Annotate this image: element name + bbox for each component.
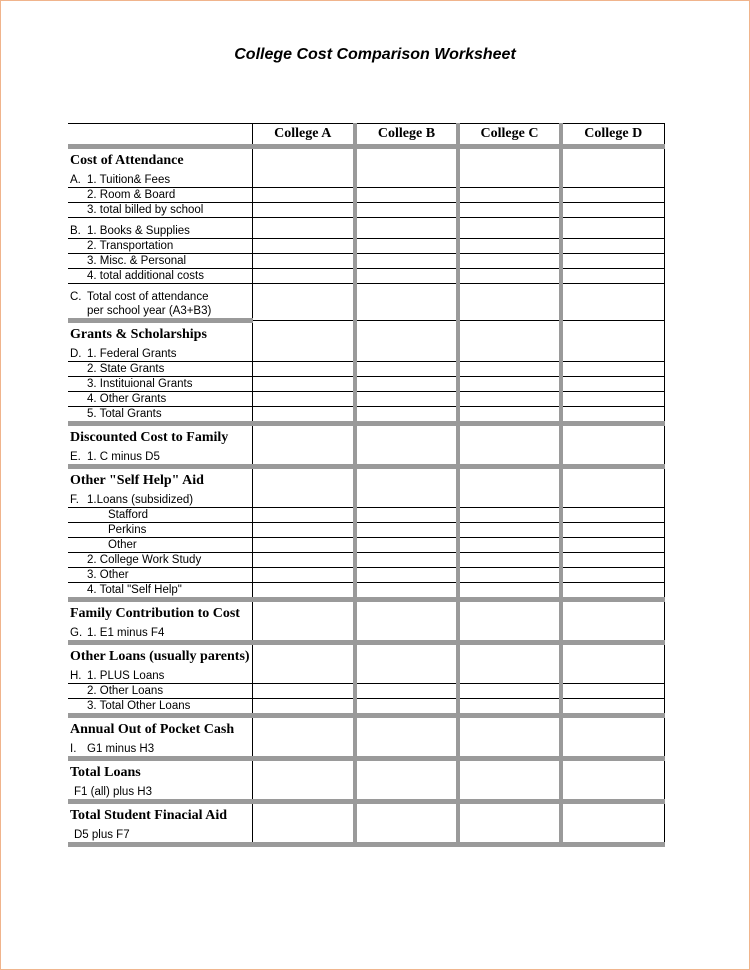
value-cell-college-b[interactable] [355, 377, 458, 392]
value-cell-college-d[interactable] [561, 321, 664, 348]
line-item-row [68, 699, 664, 716]
value-cell-college-a[interactable] [252, 785, 355, 802]
value-cell-college-a[interactable] [252, 321, 355, 348]
value-cell-college-b[interactable] [355, 742, 458, 759]
line-item-label [68, 173, 252, 188]
value-cell-college-b[interactable] [355, 759, 458, 786]
line-item-text: Stafford [108, 509, 149, 521]
section-title-row [68, 802, 664, 829]
line-item-label [68, 203, 252, 218]
value-cell-college-b[interactable] [355, 600, 458, 627]
value-cell-college-a[interactable] [252, 626, 355, 643]
line-item-row [68, 538, 664, 553]
line-item-label [68, 538, 252, 553]
value-cell-college-a[interactable] [252, 347, 355, 362]
value-cell-college-b[interactable] [355, 347, 458, 362]
section-title: Annual Out of Pocket Cash [70, 722, 235, 737]
line-item-label [68, 669, 252, 684]
line-item-row [68, 407, 664, 424]
value-cell-college-a[interactable] [252, 203, 355, 218]
line-item-row [68, 347, 664, 362]
value-cell-college-c[interactable] [458, 203, 561, 218]
college-header-c: College C [458, 124, 561, 147]
section-title: Grants & Scholarships [70, 327, 207, 342]
line-item-label [68, 224, 252, 239]
value-cell-college-a[interactable] [252, 173, 355, 188]
section-title: Total Loans [70, 765, 141, 780]
value-cell-college-c[interactable] [458, 669, 561, 684]
line-item-prefix: A. [70, 174, 81, 186]
value-cell-college-b[interactable] [355, 173, 458, 188]
line-item-label [68, 188, 252, 203]
value-cell-college-a[interactable] [252, 508, 355, 523]
line-item-text: Perkins [108, 524, 147, 536]
value-cell-college-b[interactable] [355, 224, 458, 239]
line-item-text: 2. Transportation [87, 240, 174, 252]
value-cell-college-d[interactable] [561, 173, 664, 188]
line-item-label [68, 254, 252, 269]
value-cell-college-b[interactable] [355, 669, 458, 684]
value-cell-college-c[interactable] [458, 224, 561, 239]
value-cell-college-b[interactable] [355, 802, 458, 829]
line-item-label [68, 377, 252, 392]
section-title: Other "Self Help" Aid [70, 473, 204, 488]
line-item-row [68, 742, 664, 759]
section-title: Total Student Finacial Aid [70, 808, 228, 823]
value-cell-college-a[interactable] [252, 239, 355, 254]
value-cell-college-d[interactable] [561, 553, 664, 568]
line-item-text: 1. Books & Supplies [87, 225, 190, 237]
line-item-text: 3. Misc. & Personal [87, 255, 187, 267]
line-item-text: 2. Other Loans [87, 685, 164, 697]
value-cell-college-d[interactable] [561, 643, 664, 670]
value-cell-college-a[interactable] [252, 407, 355, 424]
value-cell-college-c[interactable] [458, 493, 561, 508]
line-item-label [68, 828, 252, 845]
value-cell-college-c[interactable] [458, 759, 561, 786]
value-cell-college-c[interactable] [458, 424, 561, 451]
line-item-label [68, 583, 252, 600]
value-cell-college-a[interactable] [252, 392, 355, 407]
value-cell-college-c[interactable] [458, 188, 561, 203]
value-cell-college-b[interactable] [355, 392, 458, 407]
value-cell-college-a[interactable] [252, 290, 355, 321]
value-cell-college-d[interactable] [561, 669, 664, 684]
value-cell-college-c[interactable] [458, 392, 561, 407]
value-cell-college-d[interactable] [561, 785, 664, 802]
value-cell-college-c[interactable] [458, 699, 561, 716]
value-cell-college-c[interactable] [458, 553, 561, 568]
line-item-text: G1 minus H3 [87, 743, 155, 755]
value-cell-college-a[interactable] [252, 828, 355, 845]
value-cell-college-c[interactable] [458, 450, 561, 467]
line-item-row [68, 669, 664, 684]
value-cell-college-a[interactable] [252, 568, 355, 583]
value-cell-college-c[interactable] [458, 377, 561, 392]
value-cell-college-a[interactable] [252, 269, 355, 284]
value-cell-college-d[interactable] [561, 147, 664, 174]
value-cell-college-c[interactable] [458, 321, 561, 348]
line-item-text: per school year (A3+B3) [87, 305, 212, 317]
value-cell-college-d[interactable] [561, 523, 664, 538]
line-item-text: 1. E1 minus F4 [87, 627, 165, 639]
value-cell-college-c[interactable] [458, 785, 561, 802]
value-cell-college-d[interactable] [561, 203, 664, 218]
line-item-text: 2. Room & Board [87, 189, 176, 201]
value-cell-college-a[interactable] [252, 493, 355, 508]
line-item-text: D5 plus F7 [74, 829, 130, 841]
line-item-row [68, 290, 664, 304]
value-cell-college-d[interactable] [561, 802, 664, 829]
value-cell-college-d[interactable] [561, 493, 664, 508]
value-cell-college-c[interactable] [458, 269, 561, 284]
line-item-label [68, 450, 252, 467]
section-title-row [68, 467, 664, 494]
value-cell-college-c[interactable] [458, 716, 561, 743]
page-title: College Cost Comparison Worksheet [234, 46, 516, 63]
value-cell-college-a[interactable] [252, 523, 355, 538]
line-item-text: 4. Total "Self Help" [87, 584, 182, 596]
line-item-label [68, 553, 252, 568]
value-cell-college-b[interactable] [355, 828, 458, 845]
value-cell-college-c[interactable] [458, 362, 561, 377]
line-item-prefix: G. [70, 627, 83, 639]
college-header-b: College B [355, 124, 458, 147]
value-cell-college-b[interactable] [355, 188, 458, 203]
line-item-text: 2. State Grants [87, 363, 165, 375]
value-cell-college-c[interactable] [458, 643, 561, 670]
value-cell-college-d[interactable] [561, 254, 664, 269]
line-item-row [68, 684, 664, 699]
value-cell-college-c[interactable] [458, 523, 561, 538]
line-item-prefix: B. [70, 225, 81, 237]
line-item-prefix: H. [70, 670, 82, 682]
line-item-text: 5. Total Grants [87, 408, 162, 420]
section-title: Other Loans (usually parents) [70, 649, 250, 664]
line-item-text: 1. Federal Grants [87, 348, 177, 360]
line-item-row [68, 568, 664, 583]
value-cell-college-c[interactable] [458, 239, 561, 254]
value-cell-college-d[interactable] [561, 377, 664, 392]
line-item-text: 1. PLUS Loans [87, 670, 165, 682]
section-title: Family Contribution to Cost [70, 606, 240, 621]
value-cell-college-b[interactable] [355, 553, 458, 568]
value-cell-college-d[interactable] [561, 239, 664, 254]
value-cell-college-b[interactable] [355, 450, 458, 467]
line-item-label [68, 742, 252, 759]
line-item-row [68, 362, 664, 377]
section-title-row [68, 600, 664, 627]
value-cell-college-a[interactable] [252, 188, 355, 203]
header-row [68, 124, 664, 147]
line-item-prefix: E. [70, 451, 81, 463]
section-title: Cost of Attendance [70, 153, 184, 168]
line-item-row [68, 508, 664, 523]
line-item-text: F1 (all) plus H3 [74, 786, 152, 798]
value-cell-college-b[interactable] [355, 407, 458, 424]
value-cell-college-a[interactable] [252, 802, 355, 829]
line-item-row [68, 173, 664, 188]
value-cell-college-b[interactable] [355, 643, 458, 670]
line-item-text: 1. C minus D5 [87, 451, 160, 463]
section-title-row [68, 716, 664, 743]
college-header-d: College D [561, 124, 664, 147]
value-cell-college-b[interactable] [355, 467, 458, 494]
value-cell-college-c[interactable] [458, 467, 561, 494]
value-cell-college-d[interactable] [561, 290, 664, 321]
value-cell-college-b[interactable] [355, 147, 458, 174]
line-item-row [68, 493, 664, 508]
value-cell-college-b[interactable] [355, 523, 458, 538]
line-item-text: 2. College Work Study [87, 554, 202, 566]
worksheet-table [68, 123, 665, 847]
value-cell-college-d[interactable] [561, 362, 664, 377]
line-item-row [68, 377, 664, 392]
section-title-row [68, 321, 664, 348]
value-cell-college-d[interactable] [561, 568, 664, 583]
value-cell-college-b[interactable] [355, 321, 458, 348]
value-cell-college-a[interactable] [252, 424, 355, 451]
value-cell-college-a[interactable] [252, 600, 355, 627]
value-cell-college-c[interactable] [458, 802, 561, 829]
value-cell-college-a[interactable] [252, 759, 355, 786]
value-cell-college-c[interactable] [458, 508, 561, 523]
value-cell-college-c[interactable] [458, 600, 561, 627]
value-cell-college-d[interactable] [561, 508, 664, 523]
value-cell-college-c[interactable] [458, 290, 561, 321]
section-title: Discounted Cost to Family [70, 430, 229, 445]
value-cell-college-a[interactable] [252, 699, 355, 716]
value-cell-college-d[interactable] [561, 538, 664, 553]
line-item-text: 3. Other [87, 569, 129, 581]
value-cell-college-a[interactable] [252, 147, 355, 174]
value-cell-college-a[interactable] [252, 224, 355, 239]
line-item-prefix: C. [70, 291, 82, 303]
value-cell-college-b[interactable] [355, 493, 458, 508]
value-cell-college-d[interactable] [561, 742, 664, 759]
value-cell-college-a[interactable] [252, 467, 355, 494]
line-item-label [68, 626, 252, 643]
value-cell-college-d[interactable] [561, 626, 664, 643]
line-item-label [68, 523, 252, 538]
line-item-label [68, 290, 252, 304]
value-cell-college-a[interactable] [252, 450, 355, 467]
line-item-prefix: F. [70, 494, 79, 506]
value-cell-college-d[interactable] [561, 699, 664, 716]
value-cell-college-d[interactable] [561, 347, 664, 362]
line-item-text: 3. total billed by school [87, 204, 204, 216]
value-cell-college-c[interactable] [458, 538, 561, 553]
line-item-text: 3. Total Other Loans [87, 700, 191, 712]
section-title-row [68, 424, 664, 451]
value-cell-college-b[interactable] [355, 290, 458, 321]
value-cell-college-a[interactable] [252, 684, 355, 699]
value-cell-college-b[interactable] [355, 538, 458, 553]
value-cell-college-b[interactable] [355, 239, 458, 254]
value-cell-college-c[interactable] [458, 347, 561, 362]
value-cell-college-d[interactable] [561, 424, 664, 451]
value-cell-college-b[interactable] [355, 626, 458, 643]
value-cell-college-d[interactable] [561, 583, 664, 600]
line-item-row [68, 269, 664, 284]
college-header-a: College A [252, 124, 355, 147]
value-cell-college-c[interactable] [458, 147, 561, 174]
line-item-row [68, 828, 664, 845]
value-cell-college-b[interactable] [355, 684, 458, 699]
line-item-row [68, 239, 664, 254]
line-item-row [68, 188, 664, 203]
value-cell-college-c[interactable] [458, 828, 561, 845]
line-item-text: 4. Other Grants [87, 393, 167, 405]
section-title-row [68, 759, 664, 786]
value-cell-college-a[interactable] [252, 377, 355, 392]
line-item-label [68, 239, 252, 254]
value-cell-college-d[interactable] [561, 269, 664, 284]
line-item-row [68, 254, 664, 269]
value-cell-college-a[interactable] [252, 643, 355, 670]
line-item-label [68, 392, 252, 407]
value-cell-college-b[interactable] [355, 785, 458, 802]
line-item-label [68, 269, 252, 284]
line-item-row [68, 203, 664, 218]
line-item-row [68, 626, 664, 643]
value-cell-college-b[interactable] [355, 424, 458, 451]
value-cell-college-c[interactable] [458, 626, 561, 643]
value-cell-college-a[interactable] [252, 669, 355, 684]
value-cell-college-d[interactable] [561, 467, 664, 494]
line-item-label [68, 699, 252, 716]
line-item-label [68, 568, 252, 583]
line-item-row [68, 224, 664, 239]
value-cell-college-a[interactable] [252, 254, 355, 269]
line-item-label [68, 362, 252, 377]
line-item-label [68, 347, 252, 362]
value-cell-college-a[interactable] [252, 716, 355, 743]
header-blank [68, 124, 252, 147]
value-cell-college-b[interactable] [355, 508, 458, 523]
value-cell-college-c[interactable] [458, 742, 561, 759]
line-item-text: Total cost of attendance [87, 291, 209, 303]
value-cell-college-b[interactable] [355, 269, 458, 284]
value-cell-college-a[interactable] [252, 583, 355, 600]
line-item-text: 1. Tuition& Fees [87, 174, 171, 186]
line-item-label [68, 684, 252, 699]
line-item-label [68, 407, 252, 424]
value-cell-college-d[interactable] [561, 600, 664, 627]
value-cell-college-c[interactable] [458, 407, 561, 424]
line-item-text: 3. Instituional Grants [87, 378, 193, 390]
value-cell-college-d[interactable] [561, 407, 664, 424]
line-item-label [68, 785, 252, 802]
value-cell-college-d[interactable] [561, 684, 664, 699]
value-cell-college-b[interactable] [355, 583, 458, 600]
value-cell-college-b[interactable] [355, 203, 458, 218]
line-item-prefix: I. [70, 743, 77, 755]
value-cell-college-a[interactable] [252, 553, 355, 568]
line-item-row [68, 523, 664, 538]
value-cell-college-b[interactable] [355, 362, 458, 377]
line-item-label [68, 508, 252, 523]
value-cell-college-c[interactable] [458, 568, 561, 583]
line-item-prefix: D. [70, 348, 82, 360]
line-item-text: 1.Loans (subsidized) [87, 494, 194, 506]
value-cell-college-d[interactable] [561, 759, 664, 786]
line-item-label [68, 493, 252, 508]
section-title-row [68, 147, 664, 174]
value-cell-college-d[interactable] [561, 450, 664, 467]
value-cell-college-d[interactable] [561, 188, 664, 203]
value-cell-college-c[interactable] [458, 173, 561, 188]
value-cell-college-d[interactable] [561, 224, 664, 239]
line-item-text: 4. total additional costs [87, 270, 204, 282]
value-cell-college-b[interactable] [355, 254, 458, 269]
line-item-row [68, 450, 664, 467]
section-title-row [68, 643, 664, 670]
value-cell-college-b[interactable] [355, 699, 458, 716]
value-cell-college-a[interactable] [252, 362, 355, 377]
line-item-label [68, 304, 252, 321]
value-cell-college-d[interactable] [561, 716, 664, 743]
value-cell-college-c[interactable] [458, 583, 561, 600]
line-item-row [68, 785, 664, 802]
value-cell-college-c[interactable] [458, 684, 561, 699]
value-cell-college-c[interactable] [458, 254, 561, 269]
value-cell-college-b[interactable] [355, 716, 458, 743]
line-item-row [68, 392, 664, 407]
value-cell-college-a[interactable] [252, 742, 355, 759]
value-cell-college-d[interactable] [561, 392, 664, 407]
line-item-row [68, 553, 664, 568]
value-cell-college-b[interactable] [355, 568, 458, 583]
value-cell-college-a[interactable] [252, 538, 355, 553]
value-cell-college-d[interactable] [561, 828, 664, 845]
line-item-row [68, 583, 664, 600]
line-item-text: Other [108, 539, 137, 551]
